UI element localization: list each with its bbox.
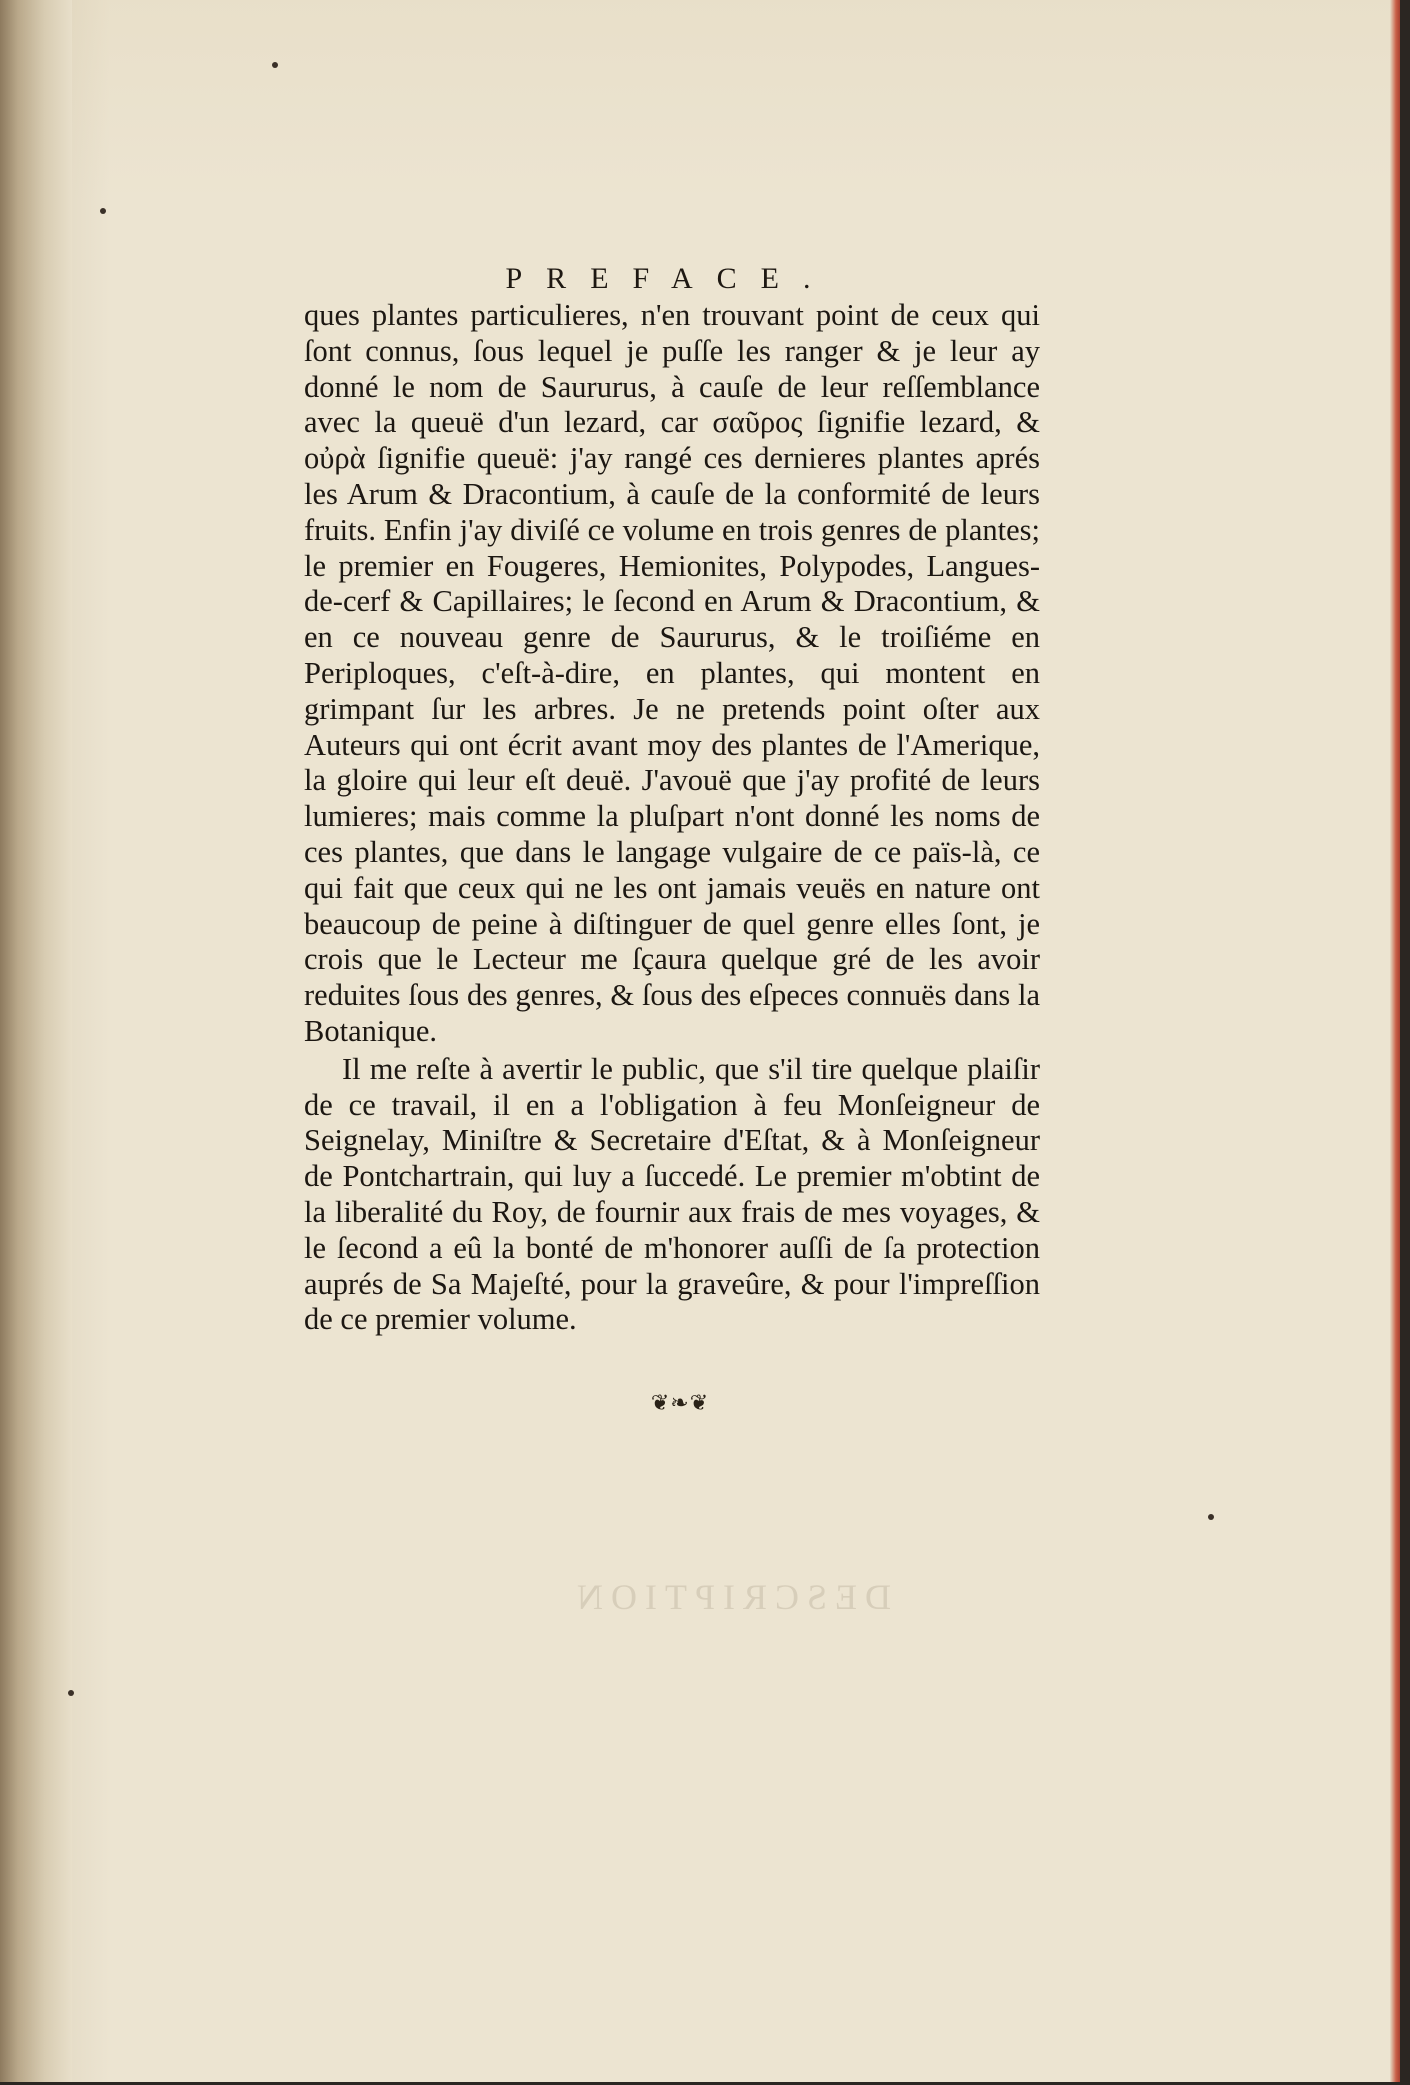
ink-spot [68,1690,74,1696]
ink-spot [1208,1514,1214,1520]
fleuron-ornament: ❦❧❦ [650,1390,710,1415]
ink-spot [272,62,278,68]
binding-gutter [0,0,72,2082]
running-head: PREFACE. [505,262,835,295]
ink-spot [100,208,106,214]
body-text [304,298,1040,1338]
paragraph-2: Il me reſte à avertir le public, que s'il tire quelque plaiſir de ce travail, il en a l'obligation à feu Monſeigneur de Seignelay, Miniſtre & Secretaire d'Eſtat, & à Monſeigneur de Pontchartrain, qui luy a ſuccedé. Le premier m'obtint de la liberalité du Roy, de fournir aux frais de mes voyages, & le ſecond a eû la bonté de m'honorer auſſi de ſa protection auprés de Sa Majeſté, pour la graveûre, & pour l'impreſſion de ce premier volume. [304,1051,1040,1337]
page-edge [1390,0,1400,2082]
paragraph-1: ques plantes particulieres, n'en trouvant point de ceux qui ſont connus, ſous lequel je puſſe les ranger & je leur ay donné le nom de Saururus, à cauſe de leur reſſemblance avec la queuë d'un lezard, car σαῦρος ſignifie lezard, & οὐρὰ ſignifie queuë: j'ay rangé ces dernieres plantes aprés les Arum & Dracontium, à cauſe de la conformité de leurs fruits. Enfin j'ay diviſé ce volume en trois genres de plantes; le premier en Fougeres, Hemionites, Polypodes, Langues-de-cerf & Capillaires; le ſecond en Arum & Dracontium, & en ce nouveau genre de Saururus, & le troiſiéme en Periploques, c'eſt-à-dire, en plantes, qui montent en grimpant ſur les arbres. Je ne pretends point oſter aux Auteurs qui ont écrit avant moy des plantes de l'Amerique, la gloire qui leur eſt deuë. J'avouë que j'ay profité de leurs lumieres; mais comme la pluſpart n'ont donné les noms de ces plantes, que dans le langage vulgaire de ce païs-là, ce qui fait que ceux qui ne les ont jamais veuës en nature ont beaucoup de peine à diſtinguer de quel genre elles ſont, je crois que le Lecteur me ſçaura quelque gré de les avoir reduites ſous des genres, & ſous des eſpeces connuës dans la Botanique. [304,298,1040,1048]
show-through-decoration: DESCRIPTION [568,1577,892,1617]
